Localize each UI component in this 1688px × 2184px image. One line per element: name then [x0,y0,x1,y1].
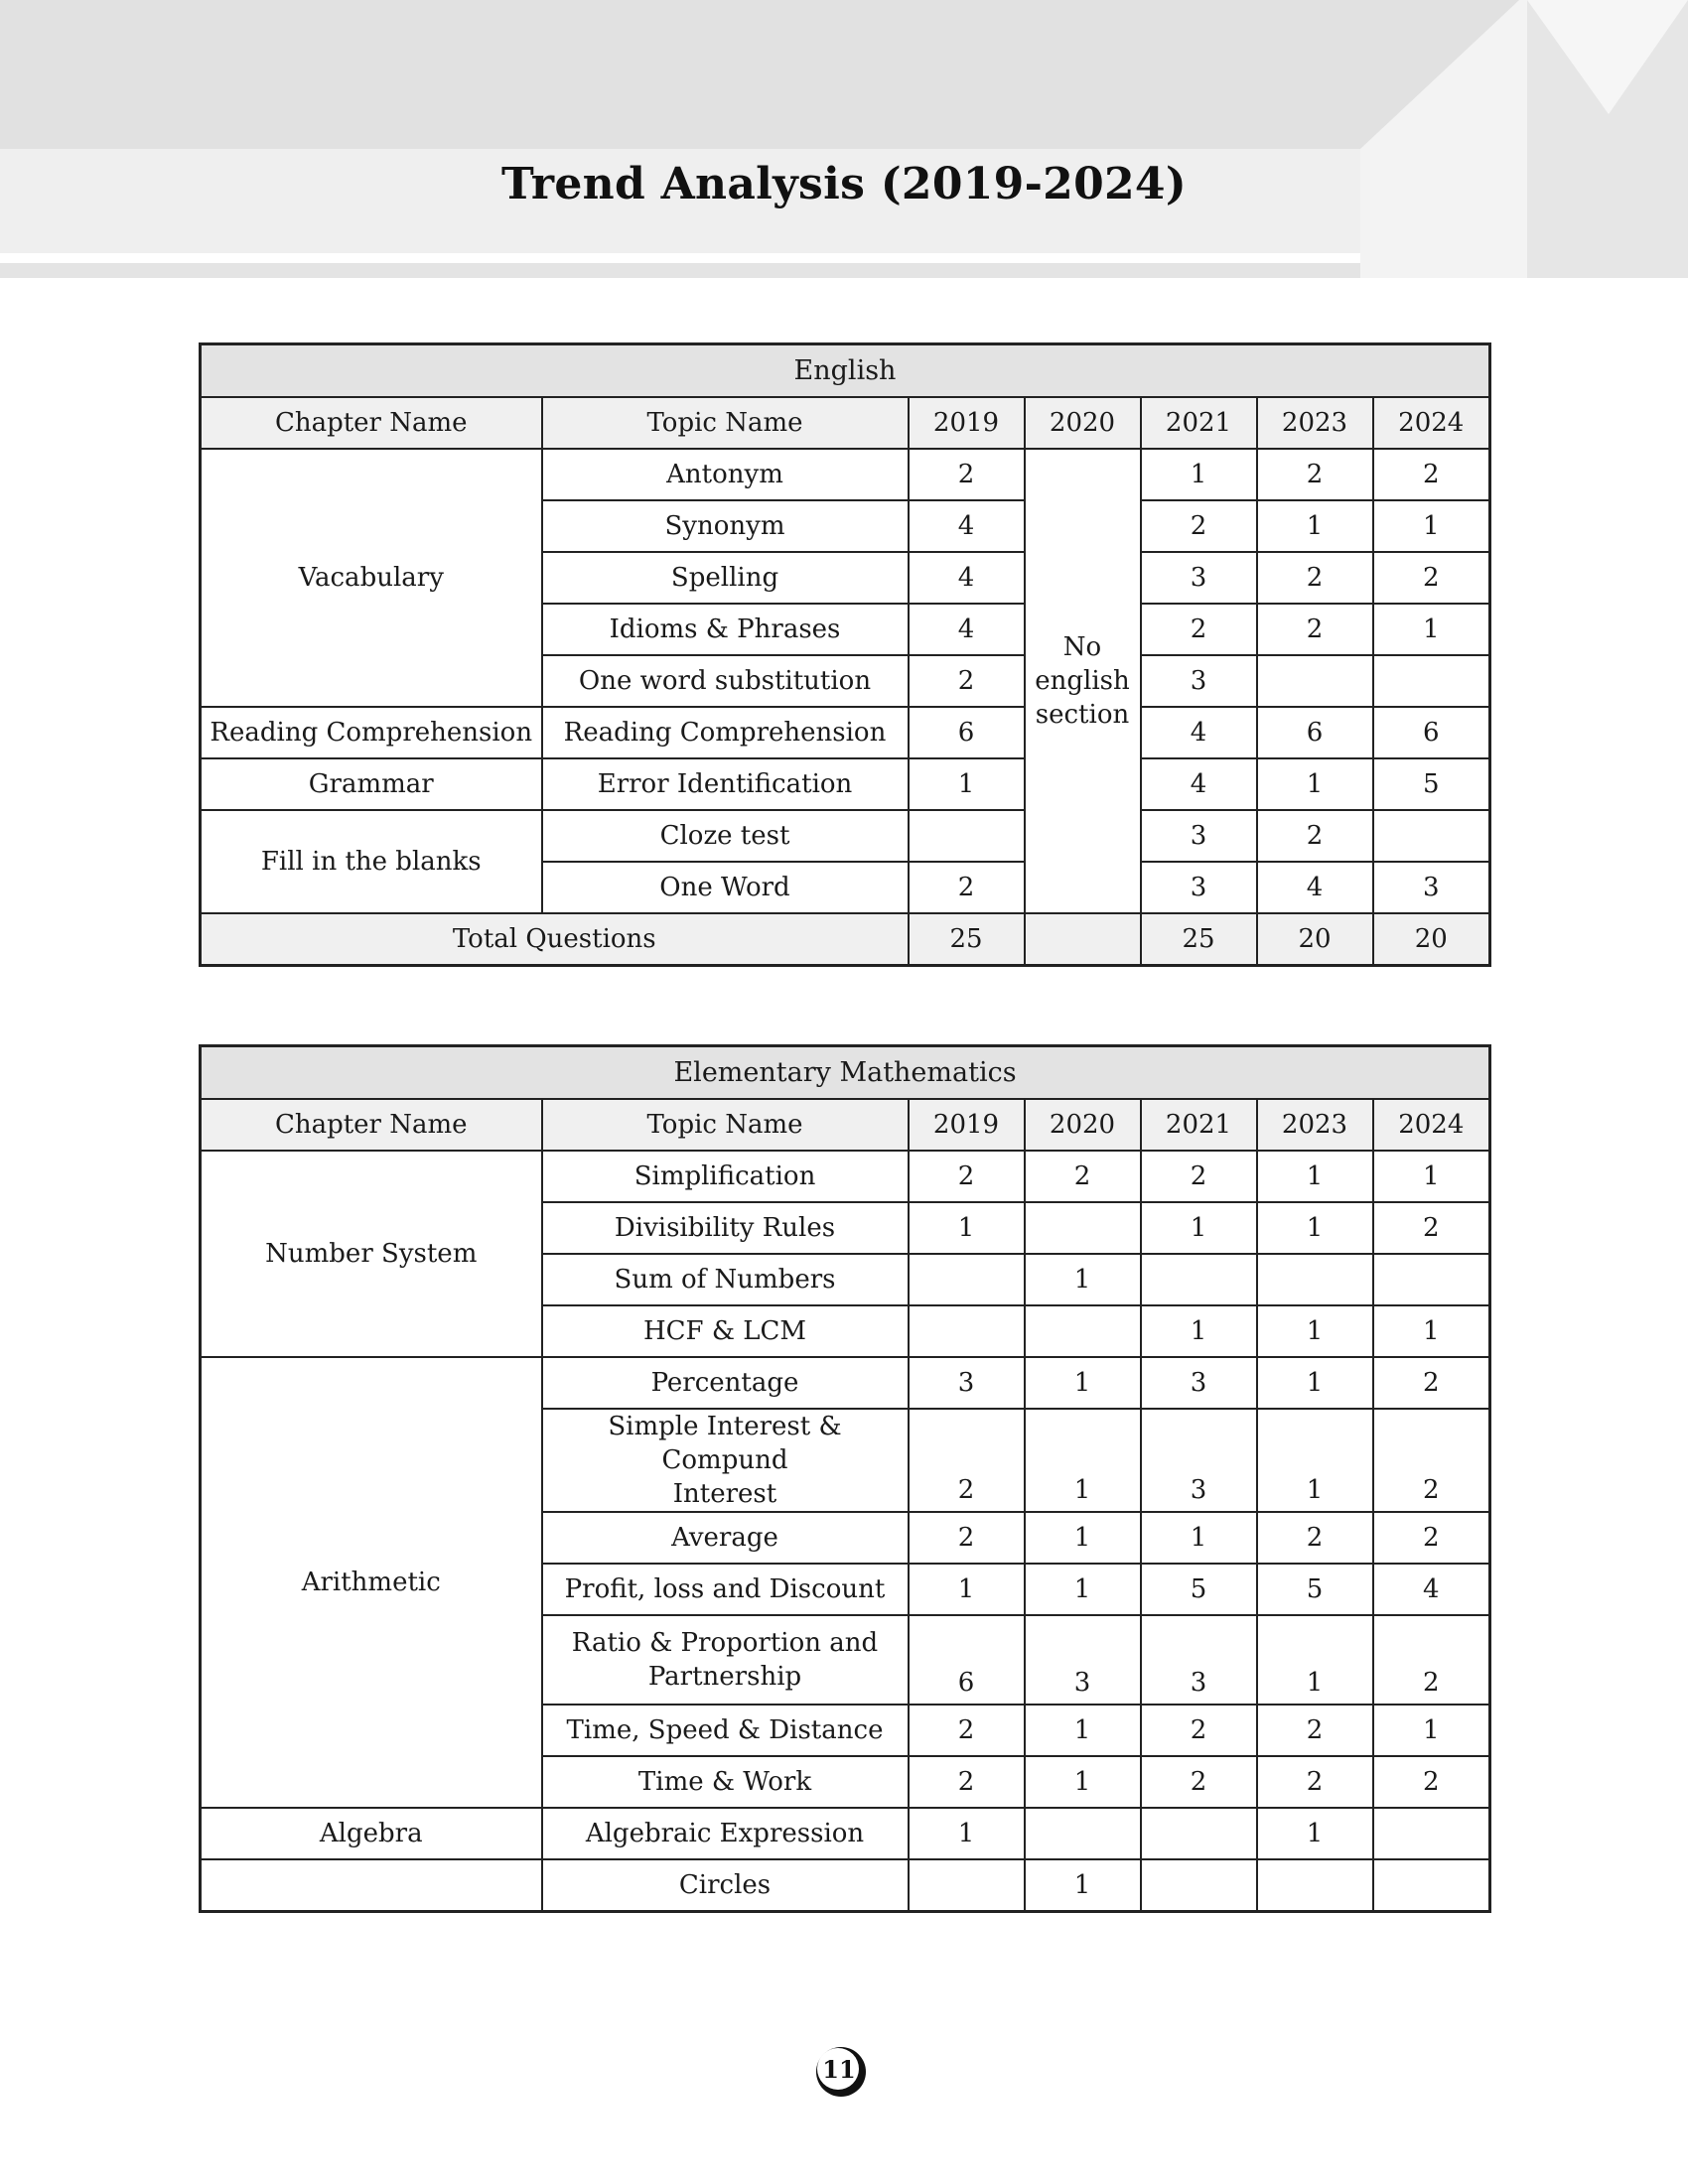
value-cell [1025,1202,1141,1254]
chapter-cell: Reading Comprehension [201,707,542,758]
value-cell: 1 [1257,1202,1373,1254]
total-row [201,913,1490,966]
value-cell: 1 [1373,604,1490,655]
value-cell: 1 [1257,500,1373,552]
chapter-cell: Grammar [201,758,542,810]
value-cell: 1 [1025,1409,1141,1512]
value-cell: 2 [1141,500,1257,552]
topic-name-header: Topic Name [542,397,909,449]
value-cell: 2 [1373,1409,1490,1512]
value-cell: 1 [1025,1859,1141,1912]
value-cell: 1 [1373,1705,1490,1756]
year-header: 2023 [1257,397,1373,449]
value-cell: 2 [909,655,1025,707]
value-cell: 2 [909,1151,1025,1202]
topic-cell: Error Identification [542,758,909,810]
chapter-name-header: Chapter Name [201,397,542,449]
topic-name-header: Topic Name [542,1099,909,1151]
topic-cell: Antonym [542,449,909,500]
value-cell: 1 [909,1808,1025,1859]
value-cell: 4 [909,604,1025,655]
english-trend-table [199,342,1491,967]
topic-cell: Time, Speed & Distance [542,1705,909,1756]
value-cell: 1 [1373,500,1490,552]
value-cell [1257,1859,1373,1912]
chapter-cell: Algebra [201,1808,542,1859]
value-cell: 2 [1257,552,1373,604]
english-header-row [201,397,1490,449]
value-cell: 1 [909,758,1025,810]
topic-cell [542,1409,909,1512]
value-cell: 5 [1257,1564,1373,1615]
topic-cell: One word substitution [542,655,909,707]
topic-cell: Simplification [542,1151,909,1202]
value-cell: 2 [1373,552,1490,604]
value-cell [1373,1808,1490,1859]
page-number: 11 [822,2055,856,2084]
value-cell: 5 [1141,1564,1257,1615]
value-cell: 2 [909,449,1025,500]
value-cell: 1 [1257,758,1373,810]
value-cell: 3 [909,1357,1025,1409]
value-cell: 2 [1257,449,1373,500]
value-cell: 1 [1257,1615,1373,1705]
topic-cell: Circles [542,1859,909,1912]
value-cell: 1 [1373,1151,1490,1202]
value-cell: 1 [1257,1305,1373,1357]
value-cell: 1 [1141,1305,1257,1357]
value-cell: 1 [1025,1705,1141,1756]
value-cell [1025,1305,1141,1357]
value-cell: 2 [909,862,1025,913]
table-row [201,758,1490,810]
year-header: 2024 [1373,1099,1490,1151]
value-cell: 2 [1141,1705,1257,1756]
value-cell: 1 [1257,1808,1373,1859]
value-cell: 3 [1141,1409,1257,1512]
year-header: 2019 [909,397,1025,449]
topic-line: Ratio & Proportion and [571,1628,879,1658]
topic-cell: Average [542,1512,909,1564]
value-cell [909,1305,1025,1357]
value-cell [1373,810,1490,862]
value-cell: 2 [909,1512,1025,1564]
topic-cell: HCF & LCM [542,1305,909,1357]
value-cell: 2 [1141,1756,1257,1808]
header-banner [0,0,1688,278]
value-cell: 4 [909,552,1025,604]
table-row [201,1357,1490,1409]
value-cell [909,810,1025,862]
value-cell: 1 [1025,1756,1141,1808]
topic-cell: Algebraic Expression [542,1808,909,1859]
value-cell: 3 [1141,1615,1257,1705]
topic-line: Simple Interest & Compund [608,1412,842,1475]
value-cell [1257,655,1373,707]
value-cell: 1 [1373,1305,1490,1357]
page-title: Trend Analysis (2019-2024) [501,159,1187,209]
value-cell: 2 [1141,1151,1257,1202]
topic-cell: Sum of Numbers [542,1254,909,1305]
total-label: Total Questions [201,913,909,966]
year-header: 2019 [909,1099,1025,1151]
value-cell: 6 [909,707,1025,758]
no-section-text: No english section [1035,632,1130,730]
value-cell [1141,1859,1257,1912]
value-cell: 5 [1373,758,1490,810]
topic-cell [542,1615,909,1705]
maths-section-title: Elementary Mathematics [201,1046,1490,1100]
topic-cell: Idioms & Phrases [542,604,909,655]
value-cell: 2 [1025,1151,1141,1202]
value-cell: 4 [1141,707,1257,758]
value-cell: 2 [1373,1202,1490,1254]
topic-cell: Percentage [542,1357,909,1409]
value-cell: 3 [1141,862,1257,913]
topic-line: Interest [672,1479,777,1509]
value-cell: 2 [909,1756,1025,1808]
value-cell: 1 [909,1564,1025,1615]
table-row [201,1859,1490,1912]
value-cell: 1 [1257,1409,1373,1512]
topic-cell: Profit, loss and Discount [542,1564,909,1615]
english-section-title: English [201,344,1490,398]
value-cell: 4 [1257,862,1373,913]
total-value [1025,913,1141,966]
value-cell [1141,1254,1257,1305]
value-cell: 6 [909,1615,1025,1705]
value-cell: 2 [1373,1357,1490,1409]
value-cell: 3 [1373,862,1490,913]
value-cell: 1 [1141,1512,1257,1564]
year-header: 2023 [1257,1099,1373,1151]
value-cell: 3 [1141,810,1257,862]
value-cell: 3 [1141,552,1257,604]
value-cell: 1 [1257,1357,1373,1409]
value-cell: 4 [1373,1564,1490,1615]
topic-cell: Spelling [542,552,909,604]
value-cell: 2 [1141,604,1257,655]
value-cell: 2 [1373,449,1490,500]
chapter-cell: Number System [201,1151,542,1357]
maths-header-row [201,1099,1490,1151]
value-cell [1025,1808,1141,1859]
total-value: 25 [1141,913,1257,966]
topic-cell: Divisibility Rules [542,1202,909,1254]
value-cell: 1 [909,1202,1025,1254]
table-row [201,1151,1490,1202]
value-cell: 6 [1257,707,1373,758]
year-header: 2021 [1141,1099,1257,1151]
year-header: 2021 [1141,397,1257,449]
value-cell [1257,1254,1373,1305]
chapter-cell: Arithmetic [201,1357,542,1808]
total-value: 20 [1373,913,1490,966]
value-cell: 3 [1141,1357,1257,1409]
value-cell: 1 [1141,1202,1257,1254]
table-row [201,810,1490,862]
value-cell: 3 [1141,655,1257,707]
topic-cell: Reading Comprehension [542,707,909,758]
value-cell: 2 [1257,1512,1373,1564]
value-cell: 2 [1373,1512,1490,1564]
value-cell: 4 [1141,758,1257,810]
value-cell [909,1254,1025,1305]
value-cell: 2 [1257,604,1373,655]
value-cell: 2 [1373,1615,1490,1705]
value-cell [1373,1254,1490,1305]
topic-cell: Synonym [542,500,909,552]
chapter-name-header: Chapter Name [201,1099,542,1151]
total-value: 25 [909,913,1025,966]
topic-cell: Time & Work [542,1756,909,1808]
value-cell: 3 [1025,1615,1141,1705]
no-english-section-note [1025,449,1141,913]
value-cell: 2 [909,1409,1025,1512]
chapter-cell: Vacabulary [201,449,542,707]
value-cell [1373,1859,1490,1912]
table-row [201,449,1490,500]
value-cell [1141,1808,1257,1859]
chapter-cell [201,1859,542,1912]
value-cell: 2 [1373,1756,1490,1808]
value-cell: 2 [909,1705,1025,1756]
value-cell: 1 [1025,1357,1141,1409]
value-cell [1373,655,1490,707]
year-header: 2020 [1025,1099,1141,1151]
value-cell: 1 [1025,1564,1141,1615]
chapter-cell: Fill in the blanks [201,810,542,913]
value-cell: 1 [1257,1151,1373,1202]
value-cell: 2 [1257,1756,1373,1808]
value-cell: 1 [1025,1254,1141,1305]
total-value: 20 [1257,913,1373,966]
year-header: 2024 [1373,397,1490,449]
value-cell: 6 [1373,707,1490,758]
topic-cell: One Word [542,862,909,913]
value-cell: 2 [1257,810,1373,862]
value-cell: 2 [1257,1705,1373,1756]
value-cell: 1 [1141,449,1257,500]
topic-line: Partnership [647,1662,802,1692]
value-cell: 4 [909,500,1025,552]
year-header: 2020 [1025,397,1141,449]
maths-trend-table [199,1044,1491,1913]
value-cell [909,1859,1025,1912]
topic-cell: Cloze test [542,810,909,862]
value-cell: 1 [1025,1512,1141,1564]
table-row [201,707,1490,758]
table-row [201,1808,1490,1859]
